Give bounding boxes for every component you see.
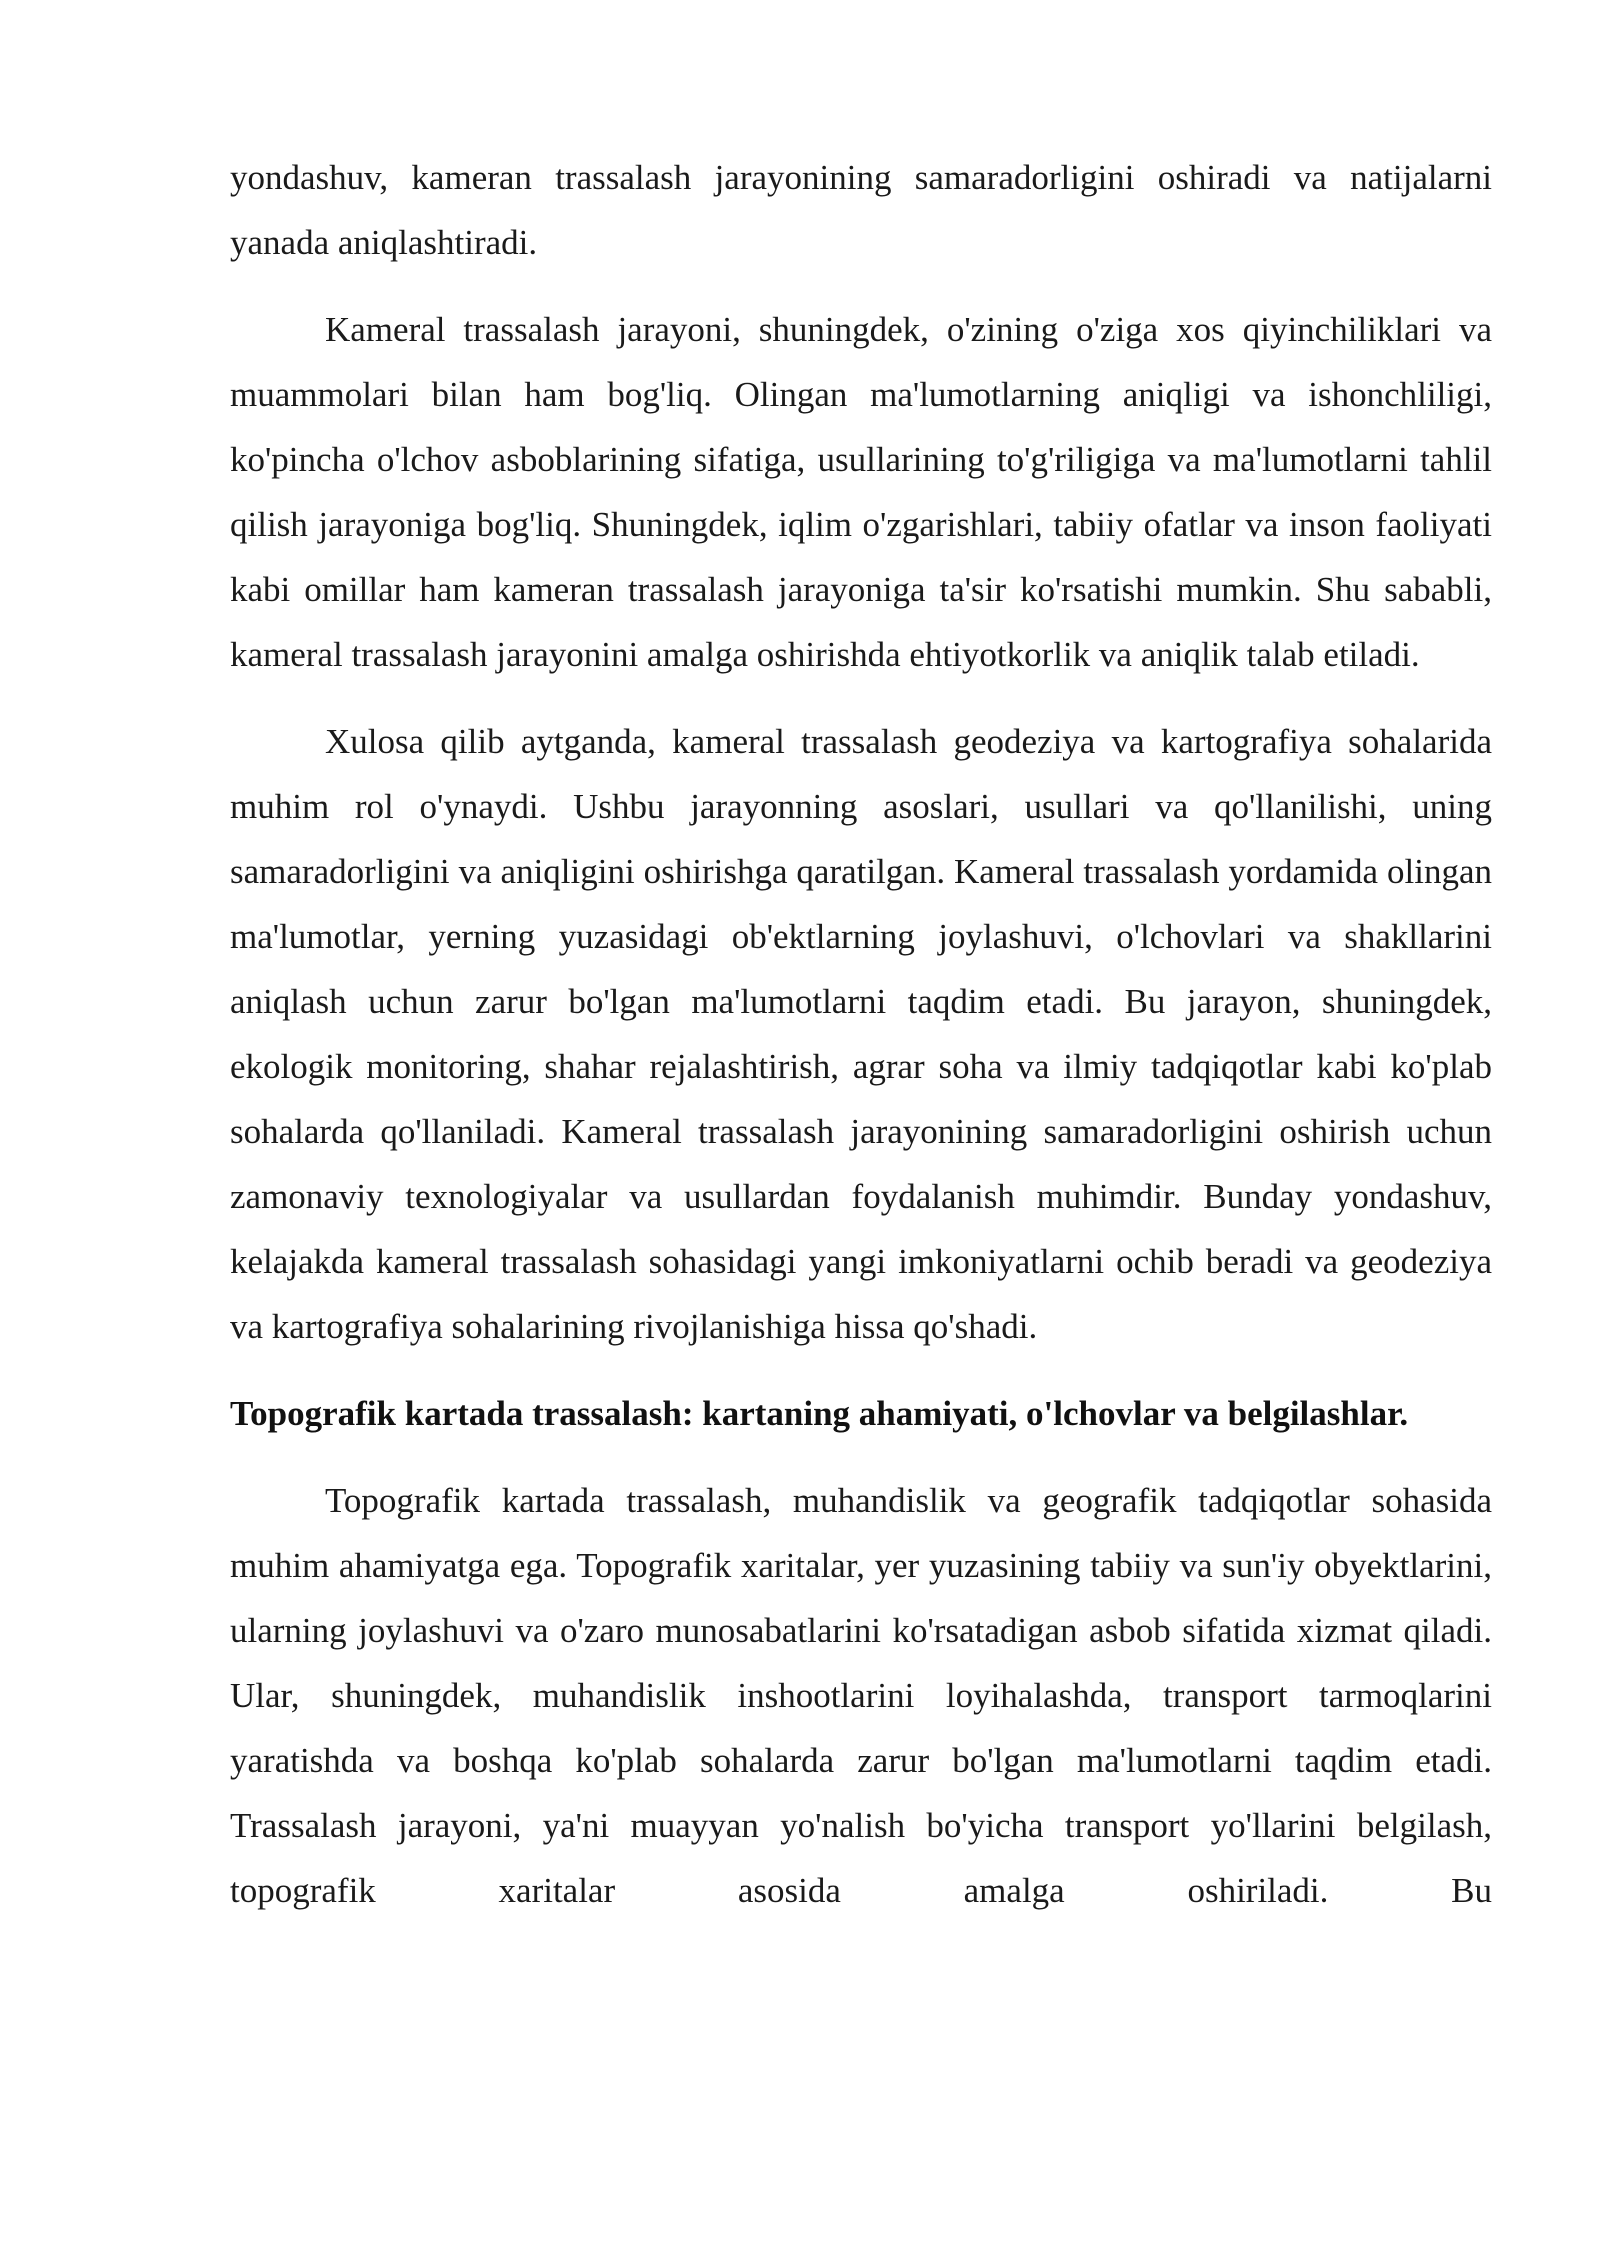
paragraph-challenges: Kameral trassalash jarayoni, shuningdek, o'zining o'ziga xos qiyinchiliklari va muammolari bilan ham bog'liq. Olingan ma'lumotlarning aniqligi va ishonchliligi, ko'pincha o'lchov asboblarining sifatiga, usullarining to'g'riligiga va ma'lumotlarni tahlil qilish jarayoniga bog'liq. Shuningdek, iqlim o'zgarishlari, tabiiy ofatlar va inson faoliyati kabi omillar ham kameran trassalash jarayoniga ta'sir ko'rsatishi mumkin. Shu sababli, kameral trassalash jarayonini amalga oshirishda ehtiyotkorlik va aniqlik talab etiladi.	[230, 310, 1492, 674]
document-page	[230, 145, 1492, 1945]
paragraph-conclusion: Xulosa qilib aytganda, kameral trassalash geodeziya va kartografiya sohalarida muhim rol o'ynaydi. Ushbu jarayonning asoslari, usullari va qo'llanilishi, uning samaradorligini va aniqligini oshirishga qaratilgan. Kameral trassalash yordamida olingan ma'lumotlar, yerning yuzasidagi ob'ektlarning joylashuvi, o'lchovlari va shakllarini aniqlash uchun zarur bo'lgan ma'lumotlarni taqdim etadi. Bu jarayon, shuningdek, ekologik monitoring, shahar rejalashtirish, agrar soha va ilmiy tadqiqotlar kabi ko'plab sohalarda qo'llaniladi. Kameral trassalash jarayonining samaradorligini oshirish uchun zamonaviy texnologiyalar va usullardan foydalanish muhimdir. Bunday yondashuv, kelajakda kameral trassalash sohasidagi yangi imkoniyatlarni ochib beradi va geodeziya va kartografiya sohalarining rivojlanishiga hissa qo'shadi.	[230, 722, 1492, 1346]
section-heading: Topografik kartada trassalash: kartaning ahamiyati, o'lchovlar va belgilashlar.	[230, 1394, 1409, 1433]
paragraph-topographic-map: Topografik kartada trassalash, muhandislik va geografik tadqiqotlar sohasida muhim ahamiyatga ega. Topografik xaritalar, yer yuzasining tabiiy va sun'iy obyektlarini, ularning joylashuvi va o'zaro munosabatlarini ko'rsatadigan asbob sifatida xizmat qiladi. Ular, shuningdek, muhandislik inshootlarini loyihalashda, transport tarmoqlarini yaratishda va boshqa ko'plab sohalarda zarur bo'lgan ma'lumotlarni taqdim etadi. Trassalash jarayoni, ya'ni muayyan yo'nalish bo'yicha transport yo'llarini belgilash, topografik xaritalar asosida amalga oshiriladi. Bu	[230, 1481, 1492, 1910]
paragraph-continuation: yondashuv, kameran trassalash jarayonining samaradorligini oshiradi va natijalarni yanada aniqlashtiradi.	[230, 158, 1492, 262]
